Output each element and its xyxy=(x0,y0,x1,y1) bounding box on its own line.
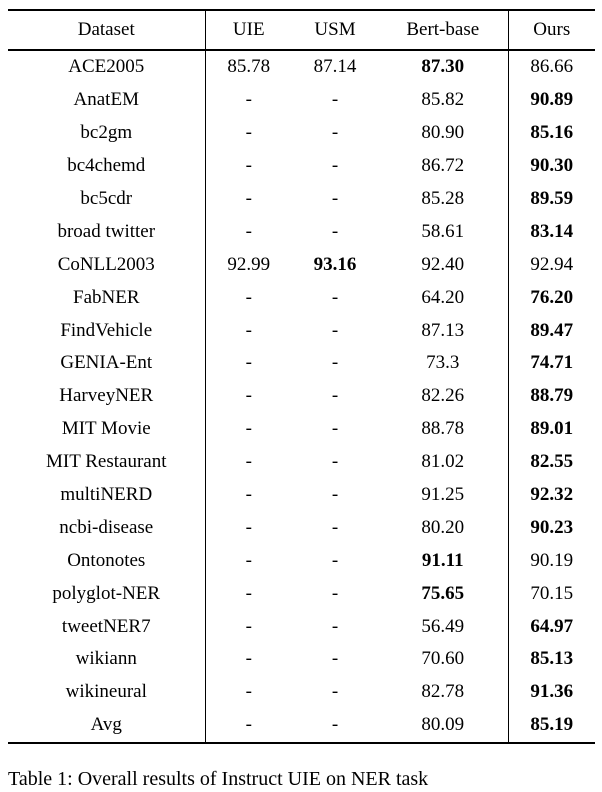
cell-uie: - xyxy=(245,516,252,538)
col-header-dataset: Dataset xyxy=(8,10,205,50)
cell-usm: - xyxy=(331,451,339,473)
table-row xyxy=(8,380,595,413)
cell-uie: - xyxy=(245,582,252,604)
table-row xyxy=(8,50,595,84)
cell-bert-base: 80.09 xyxy=(421,714,465,736)
cell-ours: 92.94 xyxy=(508,248,595,281)
cell-usm: - xyxy=(331,220,339,242)
cell-ours: 90.23 xyxy=(508,511,595,544)
cell-uie: - xyxy=(245,89,252,111)
cell-usm: 93.16 xyxy=(313,253,357,275)
cell-ours: 86.66 xyxy=(508,50,595,84)
cell-ours: 91.36 xyxy=(508,676,595,709)
cell-usm: - xyxy=(331,681,339,703)
cell-bert-base: 86.72 xyxy=(421,155,465,177)
table-row xyxy=(8,643,595,676)
cell-uie: - xyxy=(245,714,252,736)
table-row xyxy=(8,709,595,743)
col-header-ours: Ours xyxy=(508,10,595,50)
cell-dataset: FabNER xyxy=(8,281,205,314)
cell-uie: - xyxy=(245,681,252,703)
cell-bert-base: 92.40 xyxy=(421,253,465,275)
cell-ours: 89.01 xyxy=(508,413,595,446)
cell-bert-base: 70.60 xyxy=(421,648,465,670)
cell-bert-base: 82.26 xyxy=(421,385,465,407)
cell-uie: - xyxy=(245,484,252,506)
cell-uie: - xyxy=(245,155,252,177)
cell-dataset: GENIA-Ent xyxy=(8,347,205,380)
table-row xyxy=(8,446,595,479)
cell-uie: - xyxy=(245,648,252,670)
cell-usm: - xyxy=(331,484,339,506)
cell-usm: - xyxy=(331,615,339,637)
cell-dataset: MIT Movie xyxy=(8,413,205,446)
cell-ours: 88.79 xyxy=(508,380,595,413)
cell-bert-base: 85.28 xyxy=(421,188,465,209)
table-row xyxy=(8,248,595,281)
table-row xyxy=(8,676,595,709)
cell-dataset: polyglot-NER xyxy=(8,577,205,610)
table-row xyxy=(8,479,595,512)
cell-dataset: wikiann xyxy=(8,643,205,676)
table-row xyxy=(8,150,595,183)
cell-dataset: wikineural xyxy=(8,676,205,709)
cell-dataset: MIT Restaurant xyxy=(8,446,205,479)
cell-uie: - xyxy=(245,220,252,242)
cell-ours: 76.20 xyxy=(508,281,595,314)
col-header-usm: USM xyxy=(314,19,356,40)
cell-ours: 90.19 xyxy=(508,544,595,577)
cell-ours: 92.32 xyxy=(508,479,595,512)
table-row xyxy=(8,183,595,216)
table-row xyxy=(8,413,595,446)
cell-uie: - xyxy=(245,122,252,144)
cell-bert-base: 82.78 xyxy=(421,681,465,703)
cell-usm: - xyxy=(331,155,339,177)
cell-usm: - xyxy=(331,89,339,111)
cell-bert-base: 91.11 xyxy=(421,549,464,571)
cell-uie: - xyxy=(245,385,252,407)
cell-bert-base: 88.78 xyxy=(421,418,465,440)
table-body xyxy=(8,50,595,743)
cell-ours: 90.30 xyxy=(508,150,595,183)
cell-bert-base: 87.13 xyxy=(421,319,465,341)
cell-usm: 87.14 xyxy=(313,56,357,78)
cell-ours: 85.19 xyxy=(508,709,595,743)
cell-bert-base: 87.30 xyxy=(421,56,465,78)
cell-usm: - xyxy=(331,549,339,571)
cell-uie: 92.99 xyxy=(227,253,271,275)
cell-dataset: ncbi-disease xyxy=(8,511,205,544)
cell-usm: - xyxy=(331,418,339,440)
cell-dataset: CoNLL2003 xyxy=(8,248,205,281)
cell-uie: - xyxy=(245,188,252,209)
cell-usm: - xyxy=(331,122,339,144)
table-row xyxy=(8,117,595,150)
table-row xyxy=(8,281,595,314)
cell-uie: - xyxy=(245,549,252,571)
cell-bert-base: 80.20 xyxy=(421,516,465,538)
cell-dataset: bc4chemd xyxy=(8,150,205,183)
cell-ours: 82.55 xyxy=(508,446,595,479)
cell-bert-base: 73.3 xyxy=(426,352,460,374)
cell-bert-base: 85.82 xyxy=(421,89,465,111)
cell-dataset: AnatEM xyxy=(8,84,205,117)
cell-ours: 85.13 xyxy=(508,643,595,676)
cell-ours: 89.47 xyxy=(508,314,595,347)
cell-bert-base: 58.61 xyxy=(421,220,465,242)
cell-uie: - xyxy=(245,286,252,308)
cell-usm: - xyxy=(331,582,339,604)
cell-dataset: tweetNER7 xyxy=(8,610,205,643)
table-row xyxy=(8,610,595,643)
cell-uie: - xyxy=(245,418,252,440)
cell-usm: - xyxy=(331,319,339,341)
cell-bert-base: 81.02 xyxy=(421,451,465,473)
cell-dataset: multiNERD xyxy=(8,479,205,512)
cell-uie: - xyxy=(245,352,252,374)
header-row xyxy=(8,10,595,50)
cell-usm: - xyxy=(331,516,339,538)
cell-bert-base: 75.65 xyxy=(421,582,465,604)
table-row xyxy=(8,511,595,544)
table-caption: Table 1: Overall results of Instruct UIE on NER task xyxy=(8,767,429,790)
col-header-uie: UIE xyxy=(232,19,265,40)
table-row xyxy=(8,314,595,347)
table-row xyxy=(8,577,595,610)
cell-usm: - xyxy=(331,385,339,407)
cell-uie: - xyxy=(245,319,252,341)
cell-usm: - xyxy=(331,352,339,374)
cell-dataset: broad twitter xyxy=(8,215,205,248)
cell-usm: - xyxy=(331,648,339,670)
cell-uie: - xyxy=(245,615,252,637)
table-row xyxy=(8,544,595,577)
cell-dataset: ACE2005 xyxy=(8,50,205,84)
cell-bert-base: 80.90 xyxy=(421,122,465,144)
cell-usm: - xyxy=(331,714,339,736)
cell-uie: 85.78 xyxy=(227,56,271,78)
col-header-bert-base: Bert-base xyxy=(406,19,480,40)
cell-dataset: HarveyNER xyxy=(8,380,205,413)
cell-ours: 70.15 xyxy=(508,577,595,610)
cell-ours: 74.71 xyxy=(508,347,595,380)
cell-ours: 83.14 xyxy=(508,215,595,248)
cell-dataset: Avg xyxy=(8,709,205,743)
cell-bert-base: 56.49 xyxy=(421,615,465,637)
cell-usm: - xyxy=(331,188,339,209)
results-table xyxy=(8,9,595,744)
cell-usm: - xyxy=(331,286,339,308)
cell-bert-base: 91.25 xyxy=(421,484,465,506)
cell-dataset: bc5cdr xyxy=(8,183,205,216)
cell-dataset: bc2gm xyxy=(8,117,205,150)
table-row xyxy=(8,215,595,248)
table-row xyxy=(8,84,595,117)
cell-ours: 90.89 xyxy=(508,84,595,117)
table-row xyxy=(8,347,595,380)
cell-dataset: FindVehicle xyxy=(8,314,205,347)
cell-bert-base: 64.20 xyxy=(421,286,465,308)
cell-ours: 85.16 xyxy=(508,117,595,150)
cell-ours: 64.97 xyxy=(508,610,595,643)
cell-ours: 89.59 xyxy=(508,183,595,216)
cell-dataset: Ontonotes xyxy=(8,544,205,577)
cell-uie: - xyxy=(245,451,252,473)
